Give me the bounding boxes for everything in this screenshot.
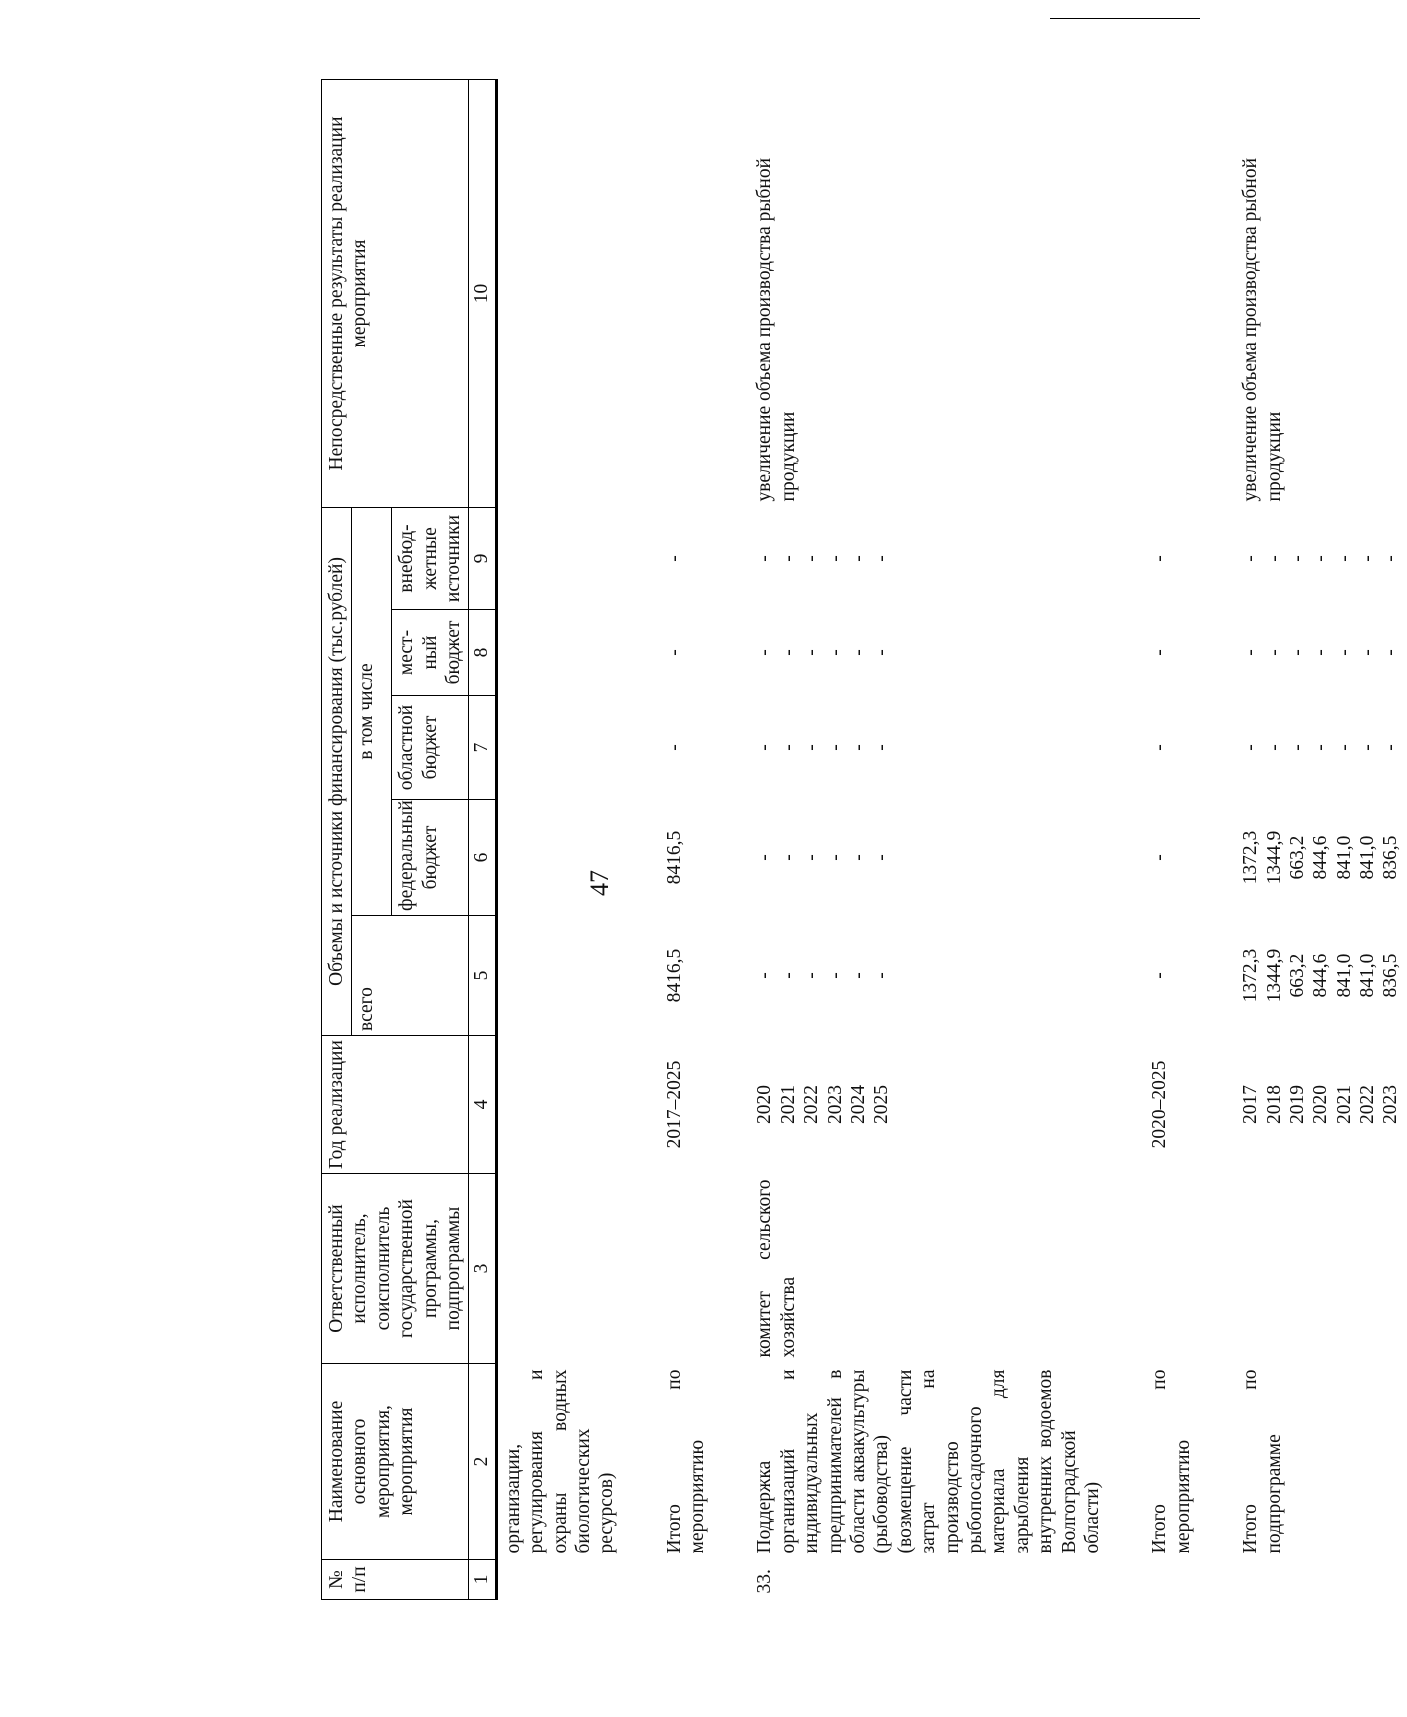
- cell-value: -: [754, 854, 776, 861]
- cell-value: -: [754, 744, 776, 751]
- subprogram-federal: [1235, 800, 1407, 916]
- col-number: 8: [469, 610, 496, 696]
- cell-value: -: [871, 972, 893, 979]
- cell-value: -: [754, 649, 776, 656]
- col-number: 4: [469, 1036, 496, 1174]
- table-body: [496, 79, 1407, 1599]
- subprogram-extrabudget: [1235, 507, 1407, 609]
- cell-value: 841,0: [1333, 953, 1355, 998]
- cell-value: -: [1357, 555, 1379, 562]
- cell-value: 1372,3: [1240, 830, 1262, 885]
- cell-value: -: [801, 555, 823, 562]
- cell-value: -: [871, 555, 893, 562]
- cell-value: 841,0: [1333, 835, 1355, 880]
- cell-value: -: [824, 555, 846, 562]
- total-event-local: -: [1149, 649, 1171, 656]
- year-value: 2022: [801, 1085, 823, 1124]
- financing-table: [321, 79, 1407, 1600]
- col-number: 2: [469, 1364, 496, 1560]
- cell-value: -: [1310, 649, 1332, 656]
- cell-value: -: [824, 744, 846, 751]
- total-event-total: -: [1149, 972, 1171, 979]
- cell-value: -: [871, 854, 893, 861]
- cell-value: -: [801, 744, 823, 751]
- item-extrabudget: [749, 507, 1108, 609]
- header-name: Наименование основного мероприятия, мероприятия: [322, 1364, 469, 1560]
- year-value: 2020: [1310, 1085, 1332, 1124]
- col-number: 9: [469, 507, 496, 609]
- cell-value: -: [1240, 744, 1262, 751]
- total-event-federal: 8416,5: [663, 830, 685, 885]
- header-results: Непосредственные результаты реализации мероприятия: [322, 79, 469, 507]
- year-value: 2017: [1240, 1085, 1262, 1124]
- table-row: [496, 79, 622, 1599]
- col-number: 7: [469, 696, 496, 800]
- header-responsible: Ответственный исполнитель, соисполнитель государственной программы, подпрограммы: [322, 1174, 469, 1364]
- cell-value: -: [1333, 555, 1355, 562]
- col-number: 10: [469, 79, 496, 507]
- cell-value: -: [824, 972, 846, 979]
- item-regional: [749, 696, 1108, 800]
- total-event-years: 2017–2025: [663, 1060, 685, 1149]
- header-total: всего: [352, 916, 469, 1036]
- cell-value: 1372,3: [1240, 948, 1262, 1003]
- item-name: Поддержка организаций и индивидуальных предпринимателей в области аквакультуры (рыбоводства) (возмещение части затрат на производство рыбопосадочного материала для зарыбления внутренних водоемов Волгоградской области): [754, 1369, 1103, 1554]
- item-years: [749, 1036, 1108, 1174]
- item-result: увеличение объема производства рыбной продукции: [754, 157, 799, 502]
- column-numbers-row: [469, 79, 496, 1599]
- cell-value: -: [1333, 744, 1355, 751]
- cell-value: -: [1357, 649, 1379, 656]
- cell-value: -: [1263, 649, 1285, 656]
- cell-value: -: [1380, 744, 1402, 751]
- item-federal: [749, 800, 1108, 916]
- cell-value: -: [871, 744, 893, 751]
- cell-value: -: [824, 649, 846, 656]
- cell-value: 1344,9: [1263, 948, 1285, 1003]
- page-number: 47: [585, 870, 614, 896]
- total-event-total: 8416,5: [663, 948, 685, 1003]
- item-total: [749, 916, 1108, 1036]
- continuation-name: организации, регулирования и охраны водных биологических ресурсов): [502, 1369, 618, 1554]
- cell-value: -: [754, 555, 776, 562]
- year-value: 2018: [1263, 1085, 1285, 1124]
- header-year: Год реализации: [322, 1036, 469, 1174]
- cell-value: -: [1333, 649, 1355, 656]
- cell-value: -: [824, 854, 846, 861]
- header-federal: федеральный бюджет: [392, 800, 469, 916]
- year-value: 2020: [754, 1085, 776, 1124]
- cell-value: -: [777, 972, 799, 979]
- cell-value: -: [848, 555, 870, 562]
- total-event-label: Итого по мероприятию: [1149, 1369, 1194, 1554]
- cell-value: -: [1357, 744, 1379, 751]
- cell-value: 844,6: [1310, 835, 1332, 880]
- year-value: 2021: [1333, 1085, 1355, 1124]
- year-value: 2024: [848, 1085, 870, 1124]
- total-event-extrabudget: -: [663, 555, 685, 562]
- cell-value: -: [801, 649, 823, 656]
- col-number: 1: [469, 1560, 496, 1600]
- cell-value: -: [848, 854, 870, 861]
- cell-value: -: [1310, 744, 1332, 751]
- header-extrabudget: внебюд-жетные источники: [392, 507, 469, 609]
- cell-value: -: [777, 744, 799, 751]
- total-subprogram-label: Итого по подпрограмме: [1240, 1369, 1285, 1554]
- cell-value: -: [848, 744, 870, 751]
- subprogram-years: [1235, 1036, 1407, 1174]
- year-value: 2025: [871, 1085, 893, 1124]
- total-event-years: 2020–2025: [1149, 1060, 1171, 1149]
- year-value: 2019: [1286, 1085, 1308, 1124]
- cell-value: -: [801, 854, 823, 861]
- cell-value: -: [1310, 555, 1332, 562]
- header-funding: Объемы и источники финансирования (тыс.рублей): [322, 507, 352, 1035]
- cell-value: -: [801, 972, 823, 979]
- item-responsible: комитет сельского хозяйства: [754, 1179, 799, 1358]
- col-number: 5: [469, 916, 496, 1036]
- cell-value: 836,5: [1380, 953, 1402, 998]
- year-value: 2021: [777, 1085, 799, 1124]
- item-number: 33.: [754, 1569, 776, 1594]
- cell-value: -: [777, 649, 799, 656]
- item-local: [749, 610, 1108, 696]
- cell-value: 844,6: [1310, 953, 1332, 998]
- cell-value: 663,2: [1286, 953, 1308, 998]
- subprogram-result: увеличение объема производства рыбной продукции: [1240, 157, 1285, 502]
- cell-value: -: [1263, 555, 1285, 562]
- total-event-federal: -: [1149, 854, 1171, 861]
- cell-value: 841,0: [1357, 953, 1379, 998]
- cell-value: -: [1380, 649, 1402, 656]
- header-num: № п/п: [322, 1560, 469, 1600]
- cell-value: -: [754, 972, 776, 979]
- top-rule: [1050, 18, 1200, 19]
- subprogram-local: [1235, 610, 1407, 696]
- cell-value: -: [848, 649, 870, 656]
- cell-value: -: [848, 972, 870, 979]
- cell-value: -: [1240, 555, 1262, 562]
- year-value: 2022: [1357, 1085, 1379, 1124]
- cell-value: 663,2: [1286, 835, 1308, 880]
- rotated-table-container: [321, 80, 1402, 1600]
- header-regional: областной бюджет: [392, 696, 469, 800]
- table-row-total-subprogram: [1235, 79, 1407, 1599]
- total-event-extrabudget: -: [1149, 555, 1171, 562]
- cell-value: -: [1263, 744, 1285, 751]
- col-number: 6: [469, 800, 496, 916]
- total-event-regional: -: [663, 744, 685, 751]
- header-local: мест-ный бюджет: [392, 610, 469, 696]
- cell-value: -: [777, 555, 799, 562]
- cell-value: -: [1380, 555, 1402, 562]
- cell-value: -: [1286, 555, 1308, 562]
- cell-value: -: [1240, 649, 1262, 656]
- col-number: 3: [469, 1174, 496, 1364]
- total-event-local: -: [663, 649, 685, 656]
- cell-value: 1344,9: [1263, 830, 1285, 885]
- table-row-total-event: [1144, 79, 1199, 1599]
- cell-value: -: [871, 649, 893, 656]
- table-row-item-33: [749, 79, 1108, 1599]
- cell-value: -: [777, 854, 799, 861]
- subprogram-regional: [1235, 696, 1407, 800]
- header-including: в том числе: [352, 507, 392, 915]
- cell-value: 836,5: [1380, 835, 1402, 880]
- table-row-total-event: [659, 79, 714, 1599]
- total-event-label: Итого по мероприятию: [663, 1369, 709, 1554]
- subprogram-total: [1235, 916, 1407, 1036]
- year-value: 2023: [824, 1085, 846, 1124]
- cell-value: -: [1286, 744, 1308, 751]
- cell-value: -: [1286, 649, 1308, 656]
- table-header: [322, 79, 497, 1599]
- cell-value: 841,0: [1357, 835, 1379, 880]
- year-value: 2023: [1380, 1085, 1402, 1124]
- total-event-regional: -: [1149, 744, 1171, 751]
